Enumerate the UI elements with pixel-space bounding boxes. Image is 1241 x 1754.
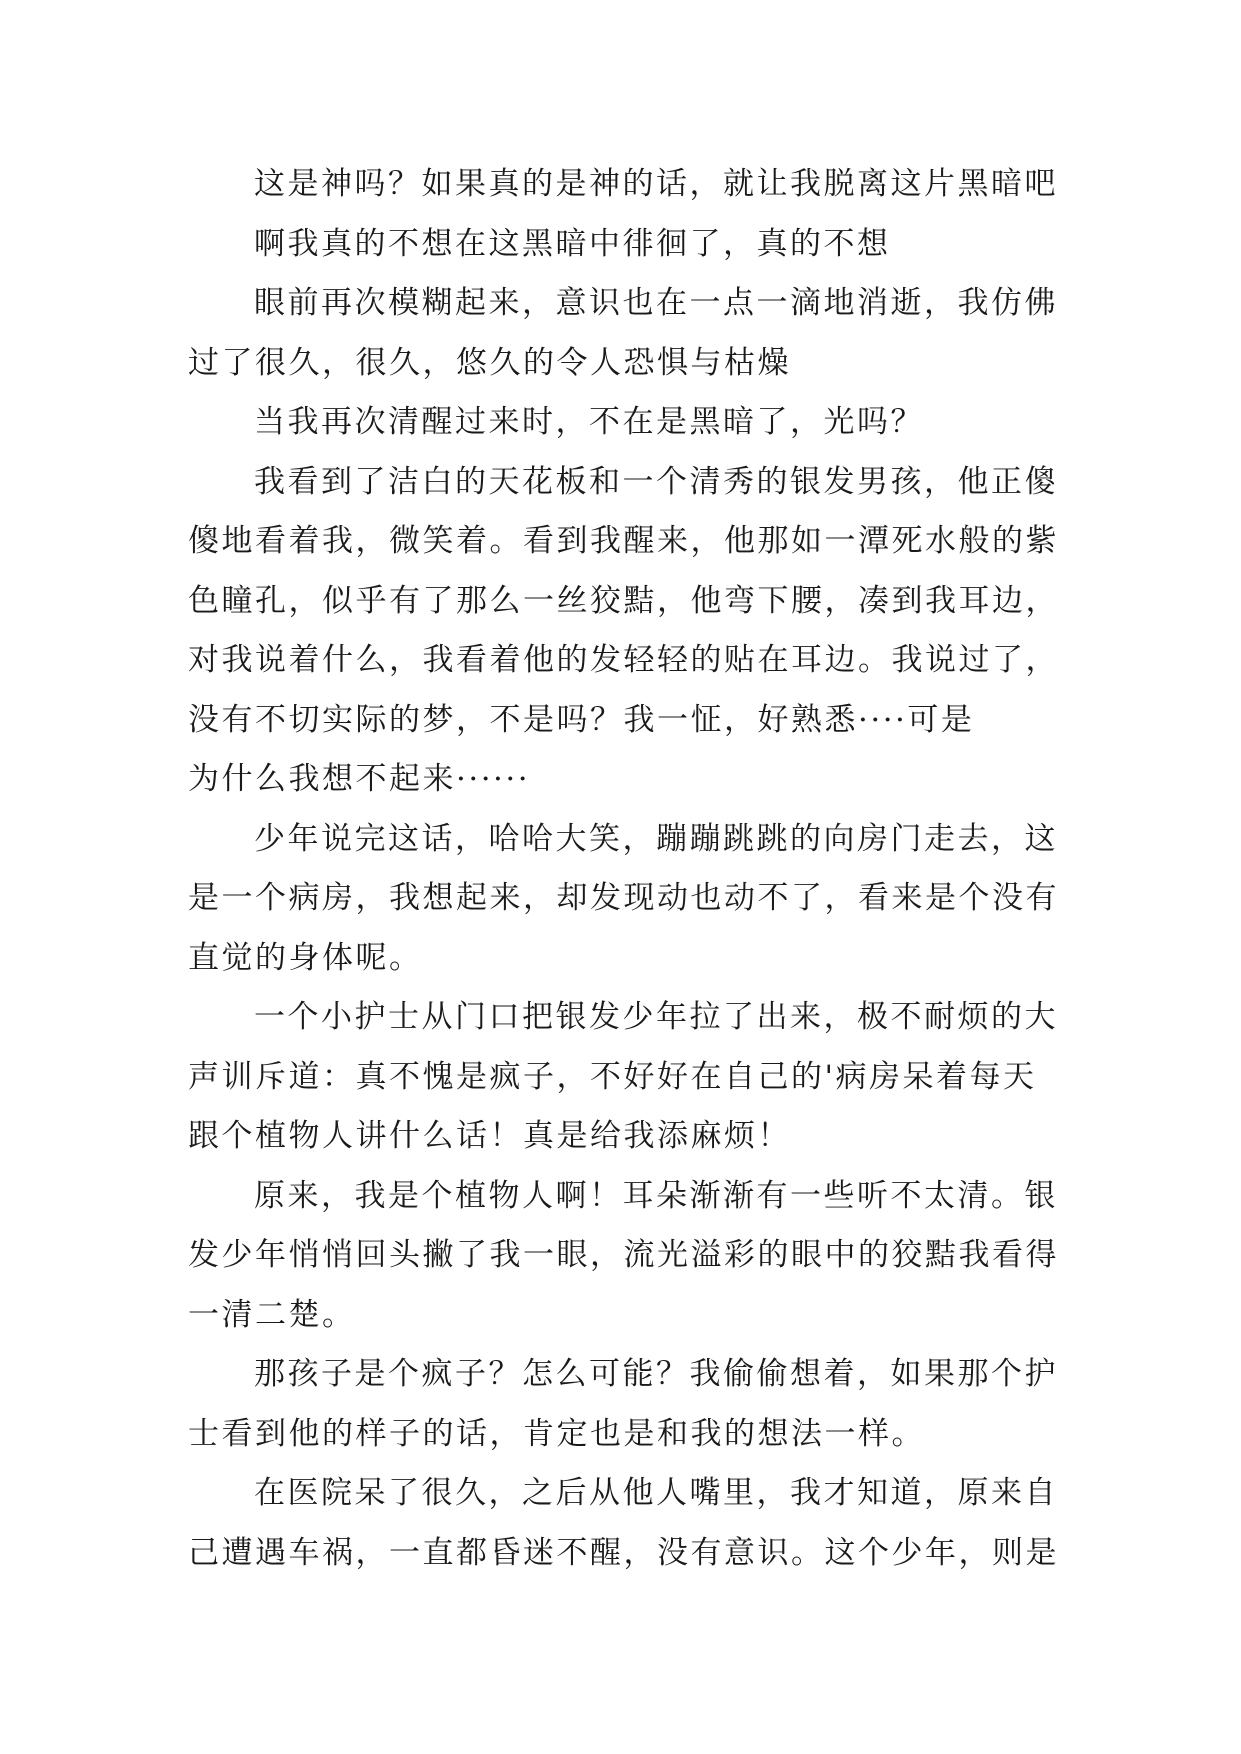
text-line: 我看到了洁白的天花板和一个清秀的银发男孩，他正傻 (254, 463, 1058, 500)
text-line: 傻地看着我，微笑着。看到我醒来，他那如一潭死水般的紫 (188, 523, 1059, 559)
text-line: 一个小护士从门口把银发少年拉了出来，极不耐烦的大 (254, 999, 1058, 1035)
text-line: 啊我真的不想在这黑暗中徘徊了，真的不想 (254, 225, 891, 262)
text-line: 声训斥道：真不愧是疯子，不好好在自己的'病房呆着每天 (188, 1058, 1037, 1095)
text-line: 眼前再次模糊起来，意识也在一点一滴地消逝，我仿佛 (254, 285, 1058, 321)
text-line: 发少年悄悄回头撇了我一眼，流光溢彩的眼中的狡黠我看得 (188, 1237, 1059, 1273)
text-line: 那孩子是个疯子？怎么可能？我偷偷想着，如果那个护 (254, 1356, 1058, 1392)
text-line: 己遭遇车祸，一直都昏迷不醒，没有意识。这个少年，则是 (188, 1534, 1059, 1571)
text-line: 少年说完这话，哈哈大笑，蹦蹦跳跳的向房门走去，这 (254, 820, 1058, 857)
text-line: 当我再次清醒过来时，不在是黑暗了，光吗？ (254, 404, 924, 440)
text-line: 为什么我想不起来······ (188, 761, 531, 797)
text-line: 色瞳孔，似乎有了那么一丝狡黠，他弯下腰，凑到我耳边， (188, 582, 1059, 619)
text-line: 过了很久，很久，悠久的令人恐惧与枯燥 (188, 344, 791, 381)
text-line: 没有不切实际的梦，不是吗？我一怔，好熟悉····可是 (188, 701, 975, 738)
text-line: 是一个病房，我想起来，却发现动也动不了，看来是个没有 (188, 880, 1059, 916)
document-body (188, 155, 1068, 1583)
text-line: 一清二楚。 (188, 1296, 356, 1333)
text-line: 在医院呆了很久，之后从他人嘴里，我才知道，原来自 (254, 1475, 1058, 1511)
text-line: 原来，我是个植物人啊！耳朵渐渐有一些听不太清。银 (254, 1177, 1058, 1214)
text-line: 士看到他的样子的话，肯定也是和我的想法一样。 (188, 1415, 925, 1452)
text-line: 对我说着什么，我看着他的发轻轻的贴在耳边。我说过了， (188, 642, 1059, 678)
text-line: 这是神吗？如果真的是神的话，就让我脱离这片黑暗吧 (254, 166, 1058, 202)
text-line: 直觉的身体呢。 (188, 939, 423, 976)
text-line: 跟个植物人讲什么话！真是给我添麻烦！ (188, 1118, 791, 1154)
